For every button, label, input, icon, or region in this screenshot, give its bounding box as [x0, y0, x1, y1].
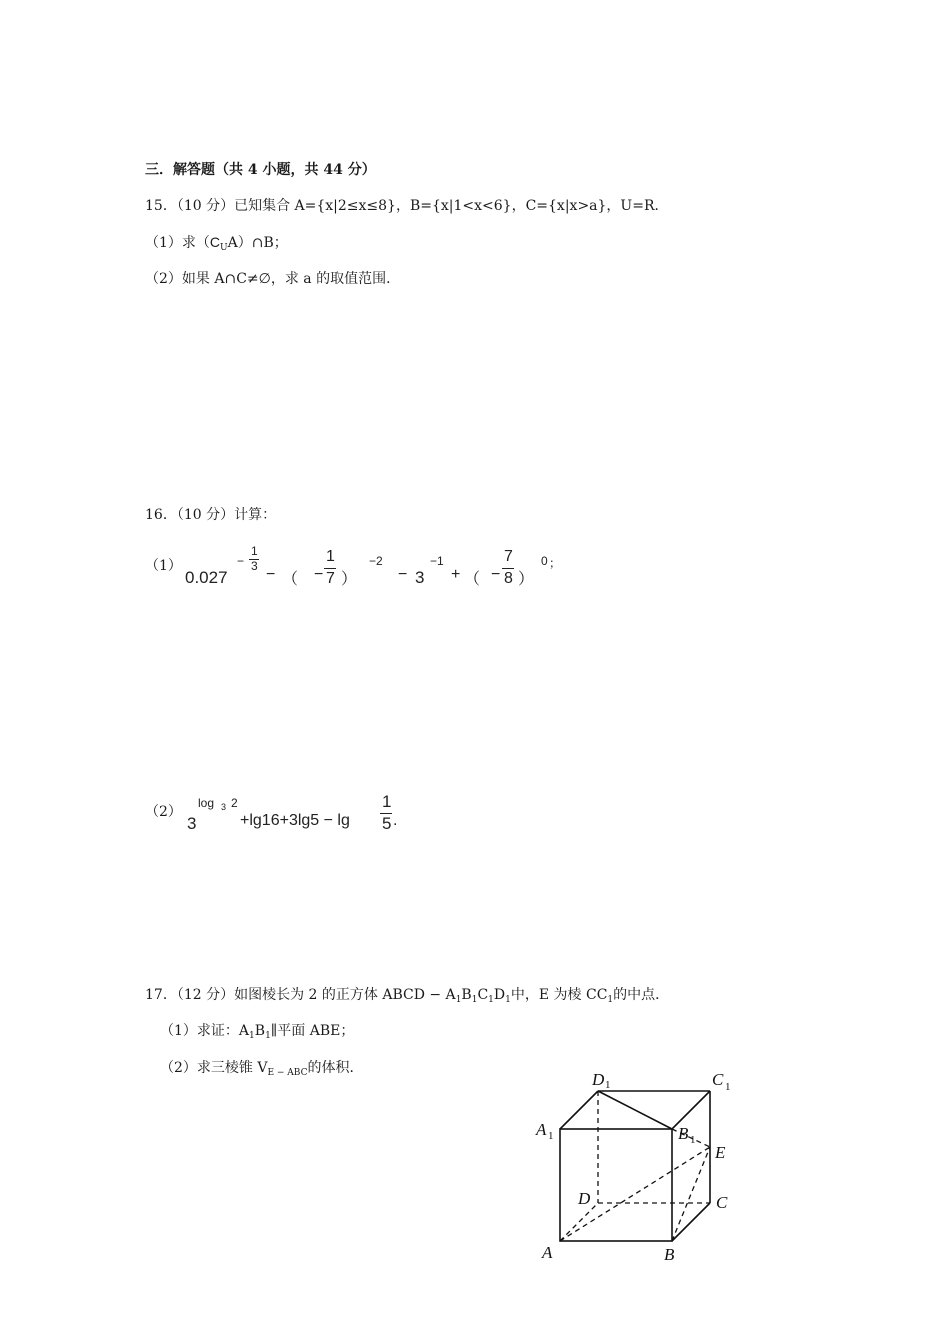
expr-neg-2: − — [491, 566, 501, 583]
expr-plus: + — [451, 566, 461, 583]
q17-sub: 1 — [505, 995, 511, 1005]
q17-stem-prefix: 17．（12 分）如图棱长为 2 的正方体 ABCD − A — [145, 987, 456, 1003]
question-17-part-1 — [160, 1021, 354, 1046]
q17-letter: C — [477, 987, 489, 1003]
expr-exp-2: −2 — [369, 554, 383, 568]
label-c1: C — [712, 1070, 724, 1089]
q17-p1-letter: B — [254, 1023, 266, 1039]
label-a: A — [542, 1243, 553, 1262]
expr-end: ； — [549, 556, 562, 570]
label-d1-sub: 1 — [605, 1079, 611, 1091]
expr2-log-arg: 2 — [231, 796, 238, 810]
hidden-edge-a-d — [560, 1203, 598, 1241]
label-c: C — [716, 1193, 728, 1212]
expr2-end: . — [393, 812, 398, 829]
expr-paren-close: ） — [341, 571, 358, 588]
expr-paren-open-2: （ — [464, 571, 481, 588]
front-face — [560, 1129, 672, 1241]
expr-three: 3 — [415, 568, 425, 587]
frac2-denominator: 8 — [504, 570, 513, 587]
expr-exp-num: 1 — [251, 544, 258, 558]
edge-a1-d1 — [560, 1091, 598, 1129]
question-17-part-2 — [160, 1058, 363, 1083]
expr-exp-4: 0 — [541, 554, 548, 568]
q15-p1-suffix: A）∩B； — [227, 235, 288, 251]
expr-neg: − — [314, 566, 324, 583]
label-d1: D — [592, 1070, 605, 1089]
expr-exp-sign: − — [237, 554, 245, 568]
edge-d1-b1 — [598, 1091, 672, 1129]
q16-part-2-label: （2） — [145, 804, 182, 820]
label-b1: B — [678, 1124, 689, 1143]
q15-p1-prefix: （1）求（ — [145, 235, 210, 251]
question-17-stem — [145, 985, 669, 1010]
frac1-numerator: 1 — [326, 548, 335, 565]
label-e: E — [715, 1143, 726, 1162]
q17-stem-mid: 中，E 为棱 CC — [510, 987, 608, 1003]
frac2-numerator: 7 — [504, 548, 513, 565]
q17-letter: B — [461, 987, 472, 1003]
q17-sub: 1 — [455, 995, 462, 1005]
q16-part-2-expression — [185, 790, 445, 840]
frac1-bar — [324, 568, 336, 569]
label-a1: A — [536, 1120, 547, 1139]
q17-p2-suffix: 的体积． — [307, 1060, 364, 1076]
section-title: 三．解答题（共 4 小题，共 44 分） — [145, 162, 376, 178]
complement-symbol: C — [209, 234, 221, 250]
expr2-frac-numerator: 1 — [382, 792, 392, 811]
frac2-bar — [502, 568, 514, 569]
complement-subscript: U — [220, 243, 228, 253]
expr2-rest: +lg16+3lg5 − lg — [240, 812, 350, 829]
q17-sub: 1 — [607, 995, 614, 1005]
expr-minus-2: − — [398, 566, 408, 583]
expr-minus-1: − — [266, 566, 276, 583]
label-b1-sub: 1 — [690, 1134, 696, 1146]
frac1-denominator: 7 — [326, 570, 335, 587]
label-c1-sub: 1 — [725, 1081, 731, 1093]
expr-exp-den: 3 — [251, 559, 258, 573]
expr2-base: 3 — [187, 814, 197, 833]
label-b: B — [664, 1245, 675, 1264]
q17-p1-prefix: （1）求证：A — [160, 1023, 250, 1039]
expr-exp-3: −1 — [430, 554, 444, 568]
question-15-part-1 — [145, 232, 288, 258]
q16-part-1-expression — [185, 542, 585, 602]
expr-paren-open: （ — [282, 571, 299, 588]
question-16-stem: 16．（10 分）计算： — [145, 507, 277, 523]
question-15-stem: 15．（10 分）已知集合 A={x|2≤x≤8}，B={x|1<x<6}，C={x|x>a}，U=R． — [145, 198, 669, 214]
hidden-edge-b-e — [672, 1147, 710, 1241]
q17-p1-sub: 1 — [265, 1031, 271, 1041]
q17-p1-suffix: ∥平面 ABE； — [270, 1023, 355, 1039]
q17-p1-sub: 1 — [249, 1031, 255, 1041]
q17-p2-prefix: （2）求三棱锥 V — [160, 1060, 268, 1076]
question-15-part-2: （2）如果 A∩C≠∅，求 a 的取值范围． — [145, 271, 401, 287]
q17-stem-end: 的中点． — [613, 987, 670, 1003]
label-a1-sub: 1 — [548, 1130, 554, 1142]
expr2-log: log — [198, 796, 215, 810]
q17-letter: D — [493, 987, 506, 1003]
expr-paren-close-2: ） — [518, 571, 535, 588]
q17-p2-sub: E − ABC — [267, 1068, 308, 1078]
expr-base: 0.027 — [185, 568, 228, 587]
expr2-frac-denominator: 5 — [382, 814, 392, 833]
label-d: D — [578, 1189, 591, 1208]
cube-figure — [530, 1065, 750, 1265]
q16-part-1-label: （1） — [145, 558, 182, 574]
q17-sub: 1 — [488, 995, 494, 1005]
q17-sub: 1 — [471, 995, 478, 1005]
edge-b-c — [672, 1203, 710, 1241]
expr2-log-base: 3 — [221, 802, 227, 812]
